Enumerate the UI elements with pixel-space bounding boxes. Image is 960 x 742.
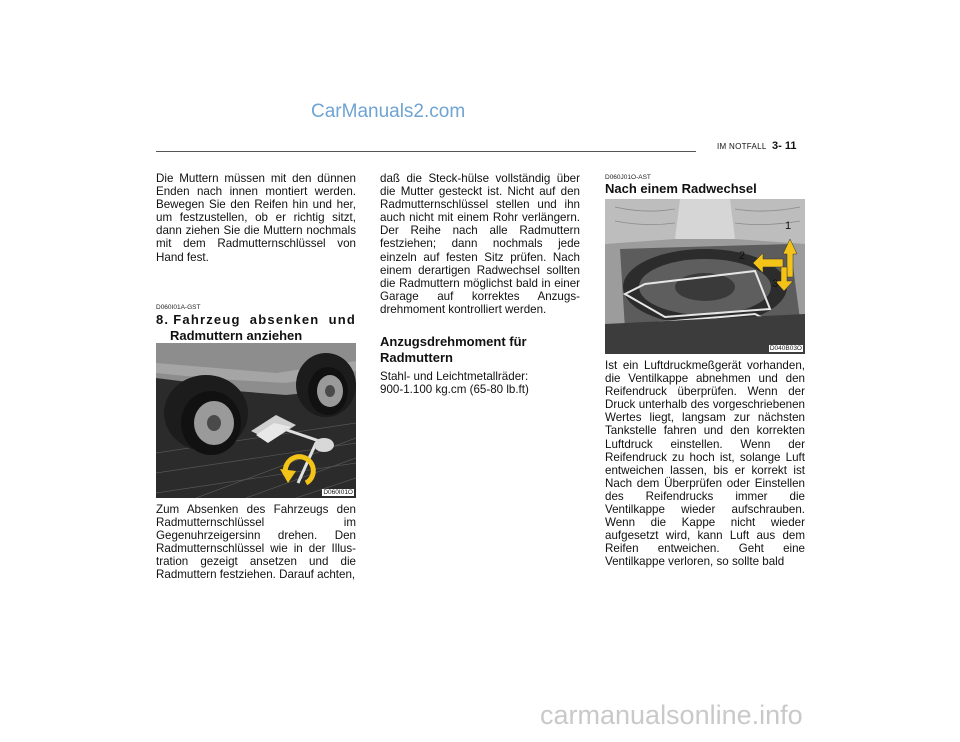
torque-heading-line2: Radmuttern xyxy=(380,350,453,365)
section-code-2: D060J01O-AST xyxy=(605,174,651,181)
figure-label-2: D040B03O xyxy=(769,345,802,352)
lowering-vehicle-illustration xyxy=(156,343,356,498)
callout-3: 3 xyxy=(772,278,779,290)
page-number: 3- 11 xyxy=(772,140,797,152)
section-title: IM NOTFALL xyxy=(717,142,767,151)
callout-1: 1 xyxy=(785,220,792,232)
watermark-bottom[interactable]: carmanualsonline.info xyxy=(540,700,803,730)
step-heading-line1: Fahrzeug absenken und xyxy=(173,312,356,327)
section-code: D060I01A-GST xyxy=(156,304,201,311)
torque-heading xyxy=(380,334,580,366)
figure-label-1: D060I01O xyxy=(323,489,353,496)
lowering-vehicle-figure xyxy=(156,343,356,498)
watermark-top[interactable]: CarManuals2.com xyxy=(311,101,466,122)
after-change-heading: Nach einem Radwechsel xyxy=(605,181,757,196)
step-number: 8. xyxy=(156,312,170,327)
callout-2: 2 xyxy=(739,250,746,262)
step-heading-line2: Radmuttern anziehen xyxy=(170,328,303,343)
torque-heading-line1: Anzugsdrehmoment für xyxy=(380,334,527,349)
intro-paragraph: Die Muttern müssen mit den dünnen Enden nach innen montiert werden. Bewegen Sie den Reifen hin und her, um festzustellen, ob er richtig sitzt, dann ziehen Sie die Muttern nochmals mit dem Radmutternschlüssel von Hand fest. xyxy=(156,172,356,264)
spare-stowage-illustration xyxy=(605,199,805,354)
lowering-paragraph: Zum Absenken des Fahrzeugs den Radmutternschlüssel im Gegenuhrzeigersinn drehen. Den Radmutternschlüssel wie in der Illus-tration gezeigt ansetzen und die Radmuttern festziehen. Darauf achten, xyxy=(156,503,356,582)
torque-paragraph: daß die Steck-hülse vollständig über die Mutter gesteckt ist. Nicht auf den Radmutternschlüssel stellen und ihn auch nicht mit einem Rohr verlängern. Der Reihe nach alle Radmuttern festziehen; dann nochmals jede einzeln auf festen Sitz prüfen. Nach einem derartigen Radwechsel sollten die Radmuttern möglichst bald in einer Garage auf korrektes Anzugs-drehmoment kontrolliert werden. xyxy=(380,172,580,316)
tire-pressure-paragraph: Ist ein Luftdruckmeßgerät vorhanden, die Ventilkappe abnehmen und den Reifendruck überprüfen. Wenn der Druck unterhalb des vorgeschriebenen Wertes liegt, langsam zur nächsten Tankstelle fahren und den korrekten Luftdruck einstellen. Wenn der Reifendruck zu hoch ist, solange Luft entweichen lassen, bis er korrekt ist Nach dem Überprüfen oder Einstellen des Reifendrucks immer die Ventilkappe wieder aufschrauben. Wenn die Kappe nicht wieder aufgesetzt wird, kann Luft aus dem Reifen entweichen. Geht eine Ventilkappe verloren, so sollte bald xyxy=(605,359,805,569)
torque-spec-1: Stahl- und Leichtmetallräder: xyxy=(380,370,529,383)
torque-spec-2: 900-1.100 kg.cm (65-80 lb.ft) xyxy=(380,383,529,396)
spare-stowage-figure xyxy=(605,199,805,354)
header-rule xyxy=(156,151,696,152)
step-heading xyxy=(156,312,356,344)
